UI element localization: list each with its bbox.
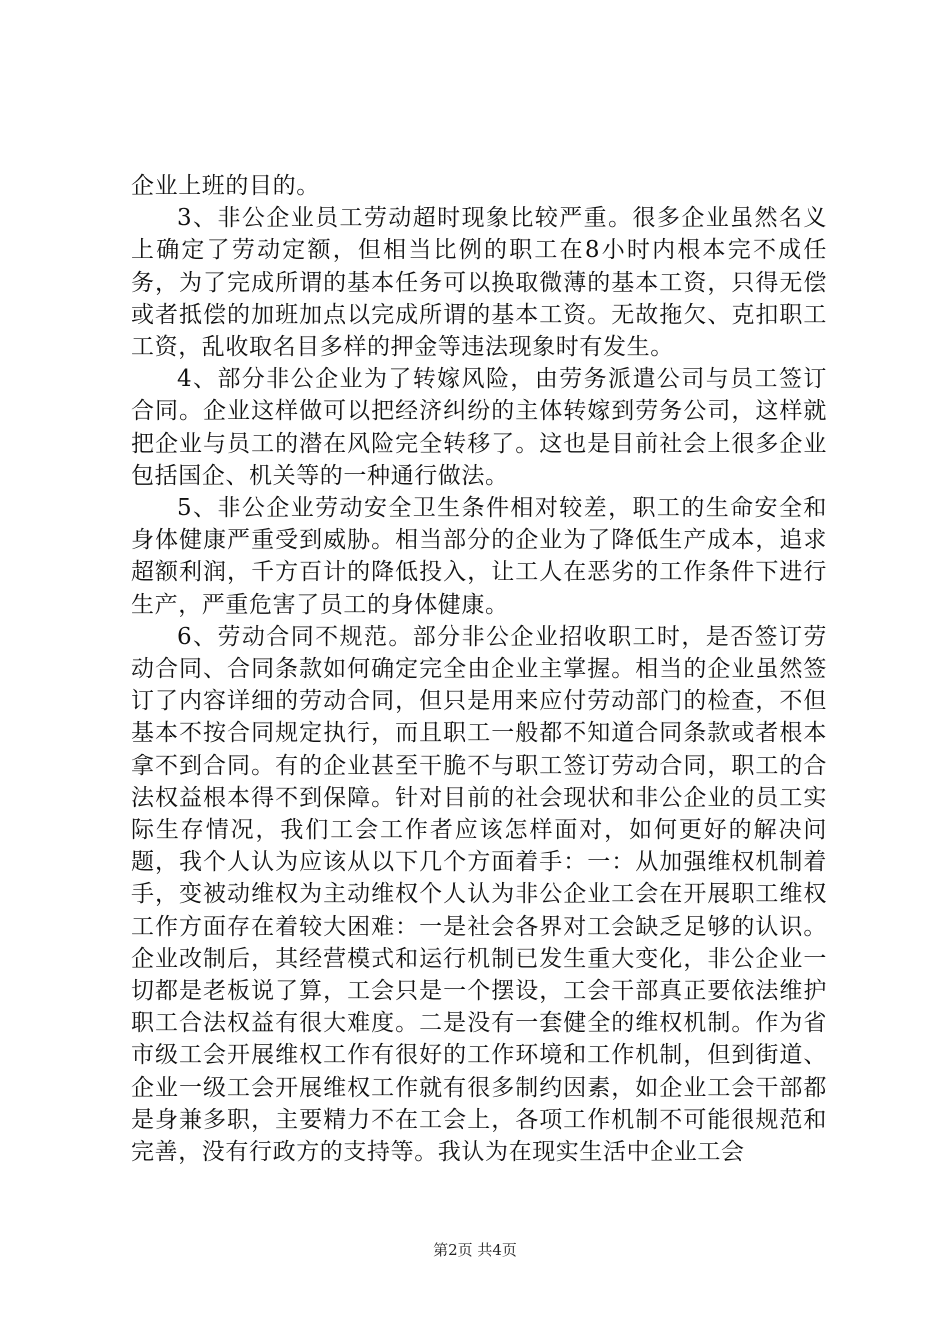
- paragraph-item-5: 5、非公企业劳动安全卫生条件相对较差，职工的生命安全和身体健康严重受到威胁。相当部分的企业为了降低生产成本，追求超额利润，千方百计的降低投入，让工人在恶劣的工作条件下进行生产，严重危害了员工的身体健康。: [131, 495, 827, 618]
- paragraph-item-4: 4、部分非公企业为了转嫁风险，由劳务派遣公司与员工签订合同。企业这样做可以把经济纠纷的主体转嫁到劳务公司，这样就把企业与员工的潜在风险完全转移了。这也是目前社会上很多企业包括国企、机关等的一种通行做法。: [131, 366, 827, 489]
- paragraph-item-3: 3、非公企业员工劳动超时现象比较严重。很多企业虽然名义上确定了劳动定额，但相当比例的职工在8小时内根本完不成任务，为了完成所谓的基本任务可以换取微薄的基本工资，只得无偿或者抵偿的加班加点以完成所谓的基本工资。无故拖欠、克扣职工工资，乱收取名目多样的押金等违法现象时有发生。: [131, 205, 827, 361]
- paragraph-continuation: 企业上班的目的。: [131, 173, 320, 199]
- document-body: [131, 170, 827, 1168]
- paragraph-item-6: 6、劳动合同不规范。部分非公企业招收职工时，是否签订劳动合同、合同条款如何确定完全由企业主掌握。相当的企业虽然签订了内容详细的劳动合同，但只是用来应付劳动部门的检查，不但基本不按合同规定执行，而且职工一般都不知道合同条款或者根本拿不到合同。有的企业甚至干脆不与职工签订劳动合同，职工的合法权益根本得不到保障。针对目前的社会现状和非公企业的员工实际生存情况，我们工会工作者应该怎样面对，如何更好的解决问题，我个人认为应该从以下几个方面着手：一：从加强维权机制着手，变被动维权为主动维权个人认为非公企业工会在开展职工维权工作方面存在着较大困难：一是社会各界对工会缺乏足够的认识。企业改制后，其经营模式和运行机制已发生重大变化，非公企业一切都是老板说了算，工会只是一个摆设，工会干部真正要依法维护职工合法权益有很大难度。二是没有一套健全的维权机制。作为省市级工会开展维权工作有很好的工作环境和工作机制，但到街道、企业一级工会开展维权工作就有很多制约因素，如企业工会干部都是身兼多职，主要精力不在工会上，各项工作机制不可能很规范和完善，没有行政方的支持等。我认为在现实生活中企业工会: [131, 623, 827, 1166]
- page-footer: 第2页 共4页: [433, 1241, 517, 1259]
